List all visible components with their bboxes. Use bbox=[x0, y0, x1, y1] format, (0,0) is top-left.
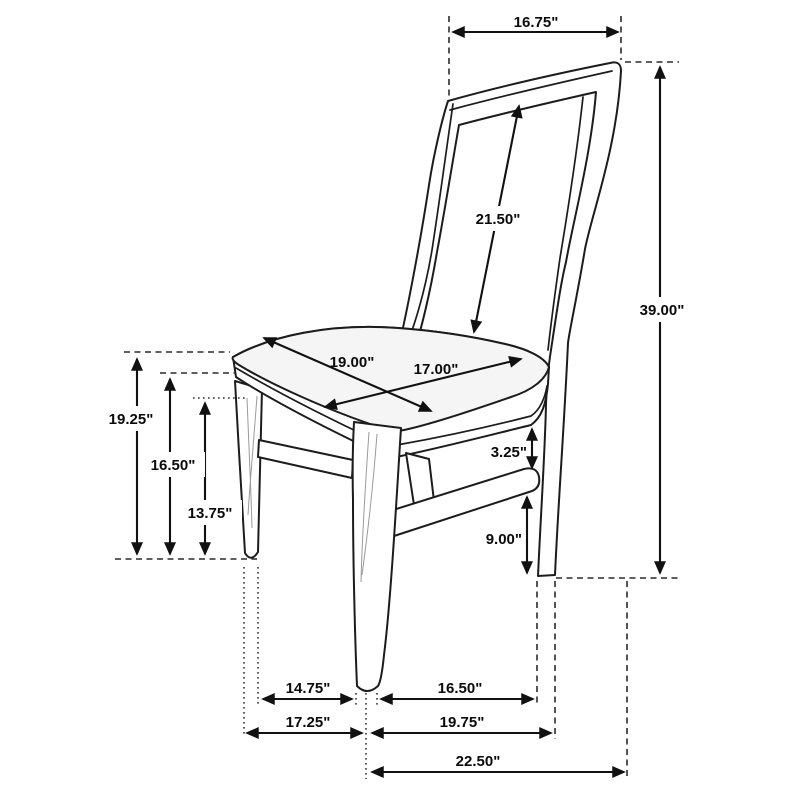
leg-span-inner-right-label: 16.50" bbox=[437, 680, 483, 697]
seat-width-label: 17.00" bbox=[413, 361, 459, 378]
seat-depth-label: 19.00" bbox=[329, 354, 375, 371]
leg-span-inner-left-label: 14.75" bbox=[285, 680, 331, 697]
left-stretcher bbox=[258, 440, 353, 478]
stretcher-brace bbox=[406, 453, 434, 505]
apron-to-stretcher-label: 3.25" bbox=[490, 444, 527, 461]
front-leg bbox=[353, 422, 401, 691]
rear-left-leg bbox=[235, 381, 262, 558]
stretcher-to-floor-label: 9.00" bbox=[485, 531, 522, 548]
overall-depth-label: 22.50" bbox=[455, 753, 501, 770]
side-span-outer-label: 19.75" bbox=[439, 714, 485, 731]
rear-left-leg-outline bbox=[235, 381, 262, 558]
overall-height-label: 39.00" bbox=[639, 302, 685, 319]
front-leg-outline bbox=[353, 422, 401, 691]
backrest-length-label: 21.50" bbox=[475, 211, 521, 228]
back-top-width-label: 16.75" bbox=[513, 14, 559, 31]
leg-height-label: 13.75" bbox=[187, 505, 233, 522]
seat-height-label: 19.25" bbox=[108, 411, 154, 428]
front-span-outer-label: 17.25" bbox=[285, 714, 331, 731]
apron-bottom-height-label: 16.50" bbox=[150, 457, 196, 474]
